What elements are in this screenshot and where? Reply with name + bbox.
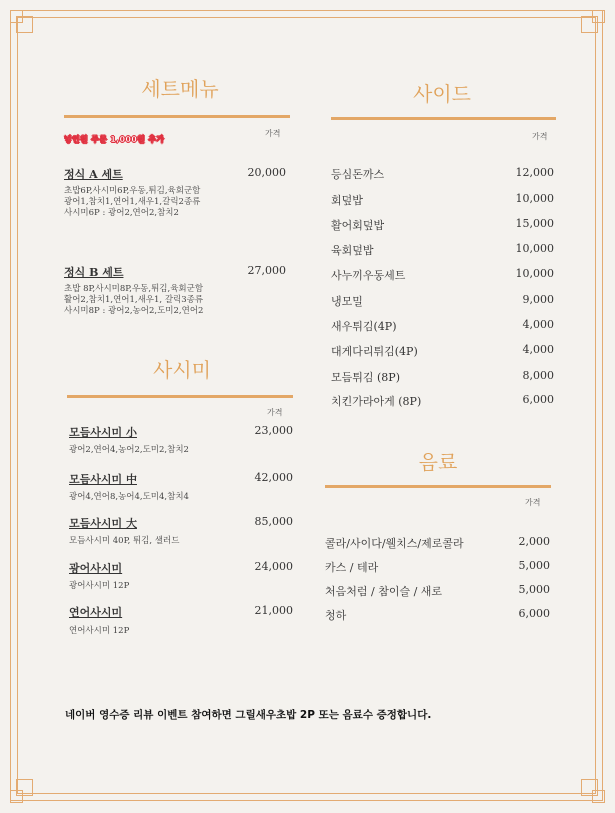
drink-item-price: 2,000 [518,535,550,548]
set-b-price: 27,000 [247,264,286,277]
salmon-sashimi-price: 21,000 [254,604,293,617]
side-item-name: 새우튀김(4P) [331,320,397,333]
sashimi-large-name: 모듬사시미 大 [69,517,137,530]
side-item-price: 10,000 [515,192,554,205]
salmon-sashimi-name: 연어사시미 [69,606,123,619]
set-a-desc: 초밥6P,사시미6P,우동,튀김,육회군함 광어1,참치1,연어1,새우1,갈릭2종류 사시미6P : 광어2,연어2,참치2 [64,186,201,218]
review-event-note: 네이버 영수증 리뷰 이벤트 참여하면 그릴새우초밥 2P 또는 음료수 증정합니다. [65,709,432,721]
side-item-price: 8,000 [522,369,554,382]
side-item-price: 15,000 [515,217,554,230]
side-item-name: 모듬튀김 (8P) [331,371,400,384]
set-a-price: 20,000 [247,166,286,179]
sashimi-medium-name: 모듬사시미 中 [69,473,137,486]
side-title: 사이드 [413,82,471,106]
drink-item-price: 5,000 [518,583,550,596]
side-item-price: 12,000 [515,166,554,179]
sashimi-large-price: 85,000 [254,515,293,528]
drink-item-name: 청하 [325,609,347,622]
side-item-price: 4,000 [522,343,554,356]
corner-ornament-top-right [581,10,601,30]
sashimi-divider [67,395,293,398]
salmon-sashimi-desc: 연어사시미 12P [69,626,130,636]
drink-item-name: 콜라/사이다/웰치스/제로콜라 [325,537,464,550]
side-item-price: 10,000 [515,242,554,255]
sashimi-price-header: 가격 [267,408,283,417]
side-item-name: 등심돈까스 [331,168,385,181]
sashimi-small-name: 모듬사시미 小 [69,426,137,439]
sashimi-large-desc: 모듬사시미 40P, 튀김, 샐러드 [69,536,180,546]
drinks-title: 음료 [418,450,458,474]
set-menu-divider [64,115,290,118]
side-item-price: 4,000 [522,318,554,331]
set-menu-price-header: 가격 [265,129,281,138]
side-divider [331,117,556,120]
drinks-price-header: 가격 [525,498,541,507]
flatfish-sashimi-name: 광어사시미 [69,562,123,575]
corner-ornament-bottom-right [581,779,601,799]
set-a-name: 정식 A 세트 [64,168,123,181]
corner-ornament-top-left [10,10,30,30]
side-item-price: 9,000 [522,293,554,306]
corner-ornament-bottom-left [10,779,30,799]
side-item-name: 육회덮밥 [331,244,374,257]
sashimi-medium-desc: 광어4,연어8,농어4,도미4,참치4 [69,492,189,502]
side-item-name: 회덮밥 [331,194,363,207]
drink-item-name: 카스 / 테라 [325,561,379,574]
sashimi-medium-price: 42,000 [254,471,293,484]
side-item-name: 사누끼우동세트 [331,269,406,282]
set-menu-title: 세트메뉴 [141,77,219,101]
sashimi-title: 사시미 [153,358,211,382]
side-item-name: 대게다리튀김(4P) [331,345,418,358]
sashimi-small-desc: 광어2,연어4,농어2,도미2,참치2 [69,445,189,455]
side-item-price: 6,000 [522,393,554,406]
side-price-header: 가격 [532,132,548,141]
side-item-price: 10,000 [515,267,554,280]
flatfish-sashimi-desc: 광어사시미 12P [69,581,130,591]
sashimi-small-price: 23,000 [254,424,293,437]
drink-item-price: 5,000 [518,559,550,572]
side-item-name: 치킨가라아게 (8P) [331,395,422,408]
drink-item-price: 6,000 [518,607,550,620]
side-item-name: 냉모밀 [331,295,363,308]
set-b-desc: 초밥 8P,사시미8P,우동,튀김,육회군함 활어2,참치1,연어1,새우1, 갈릭3종류 사시미8P : 광어2,농어2,도미2,연어2 [64,284,204,316]
flatfish-sashimi-price: 24,000 [254,560,293,573]
extra-person-badge: 넣인원 주문 1,000원 추가 [64,135,165,144]
set-b-name: 정식 B 세트 [64,266,124,279]
side-item-name: 활어회덮밥 [331,219,385,232]
drinks-divider [325,485,551,488]
drink-item-name: 처음처럼 / 참이슬 / 새로 [325,585,443,598]
